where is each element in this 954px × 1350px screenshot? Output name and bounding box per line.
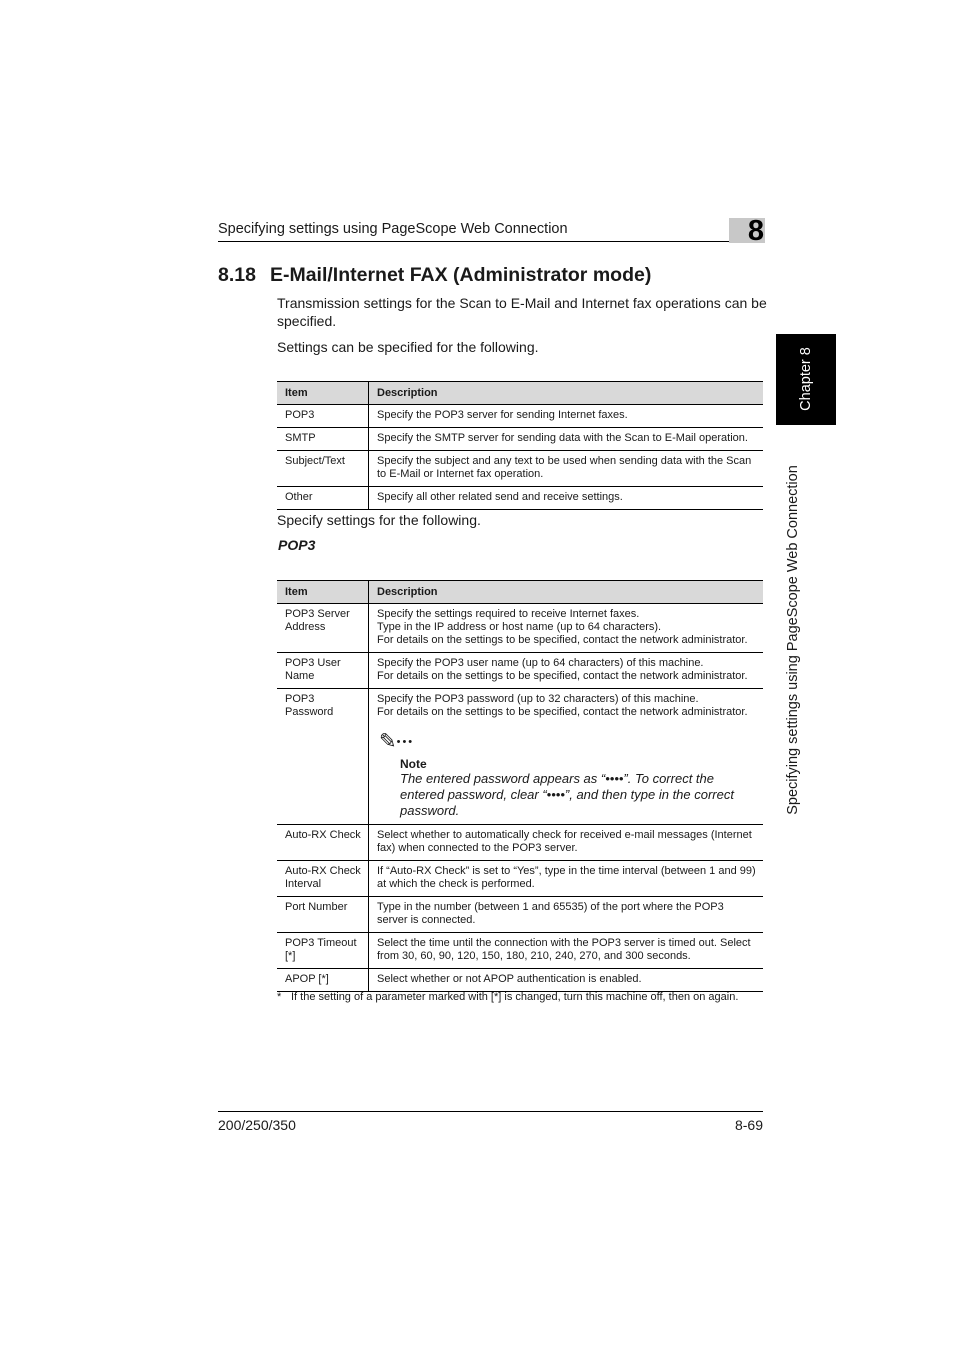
table-cell-item: SMTP xyxy=(277,428,369,451)
table-cell-item: POP3 xyxy=(277,405,369,428)
note-text: The entered password appears as “••••”. To correct the entered password, clear “••••”, and then type in the correct password. xyxy=(400,771,734,818)
chapter-side-tab xyxy=(776,334,836,425)
table-cell-item: Port Number xyxy=(277,897,369,933)
table-cell-description: Specify the settings required to receive Internet faxes. Type in the IP address or host name (up to 64 characters). For details on the settings to be specified, contact the network administrator. xyxy=(369,604,764,653)
table-header-row xyxy=(277,581,763,604)
page-footer xyxy=(218,1111,763,1133)
table-cell-item: Subject/Text xyxy=(277,451,369,487)
table-cell-description xyxy=(369,689,764,825)
side-section-title: Specifying settings using PageScope Web Connection xyxy=(785,465,801,815)
table-row xyxy=(277,653,763,689)
pop3-subheading: POP3 xyxy=(278,537,316,553)
note-label: Note xyxy=(400,757,427,771)
table-row xyxy=(277,405,763,428)
table-cell-item: POP3 User Name xyxy=(277,653,369,689)
table-cell-description: Select whether to automatically check for received e-mail messages (Internet fax) when connected to the POP3 server. xyxy=(369,825,764,861)
table-row xyxy=(277,428,763,451)
table-row xyxy=(277,897,763,933)
table-cell-description: Specify all other related send and receive settings. xyxy=(369,487,764,510)
table-row xyxy=(277,487,763,510)
table-cell-item: POP3 Password xyxy=(277,689,369,825)
table-cell-description: Specify the POP3 server for sending Internet faxes. xyxy=(369,405,764,428)
table-cell-item: APOP [*] xyxy=(277,969,369,992)
table-row xyxy=(277,969,763,992)
pop3-settings-table xyxy=(277,580,763,992)
chapter-number: 8 xyxy=(747,215,764,247)
table-cell-description: Select the time until the connection with the POP3 server is timed out. Select from 30, 60, 90, 120, 150, 180, 210, 240, 270, and 300 seconds. xyxy=(369,933,764,969)
table-cell-description: Specify the POP3 user name (up to 64 characters) of this machine. For details on the settings to be specified, contact the network administrator. xyxy=(369,653,764,689)
intro-paragraph: Transmission settings for the Scan to E-Mail and Internet fax operations can be specified. xyxy=(277,295,767,329)
table-row xyxy=(277,689,763,825)
table-cell-description: Select whether or not APOP authentication is enabled. xyxy=(369,969,764,992)
table-cell-item: POP3 Server Address xyxy=(277,604,369,653)
table-row xyxy=(277,825,763,861)
settings-lead-line: Specify settings for the following. xyxy=(277,512,481,528)
settings-overview-table xyxy=(277,381,763,510)
running-header xyxy=(218,219,763,242)
footer-page-number: 8-69 xyxy=(734,1117,763,1133)
table-row xyxy=(277,861,763,897)
intro-settings-line: Settings can be specified for the following. xyxy=(277,339,539,355)
footnote xyxy=(277,991,738,1003)
running-header-title: Specifying settings using PageScope Web Connection xyxy=(218,221,568,237)
footer-model: 200/250/350 xyxy=(218,1117,296,1133)
table-cell-item: Auto-RX Check Interval xyxy=(277,861,369,897)
chapter-number-box xyxy=(729,215,765,247)
table-cell-description: Specify the SMTP server for sending data with the Scan to E-Mail operation. xyxy=(369,428,764,451)
table-row xyxy=(277,933,763,969)
table-cell-item: POP3 Timeout [*] xyxy=(277,933,369,969)
table-cell-description: Type in the number (between 1 and 65535) of the port where the POP3 server is connected. xyxy=(369,897,764,933)
footnote-mark: * xyxy=(277,991,282,1003)
column-header-description: Description xyxy=(369,382,764,405)
table-header-row xyxy=(277,382,763,405)
chapter-side-tab-label: Chapter 8 xyxy=(798,347,814,411)
table-cell-description: Specify the subject and any text to be used when sending data with the Scan to E-Mail or Internet fax operation. xyxy=(369,451,764,487)
section-title: E-Mail/Internet FAX (Administrator mode) xyxy=(269,264,652,286)
column-header-description: Description xyxy=(369,581,764,604)
pencil-note-icon: ✎••• xyxy=(379,730,415,753)
table-cell-item: Other xyxy=(277,487,369,510)
footnote-text: If the setting of a parameter marked with [*] is changed, turn this machine off, then on again. xyxy=(291,991,739,1003)
table-row xyxy=(277,604,763,653)
section-number: 8.18 xyxy=(218,264,256,286)
section-heading xyxy=(218,264,651,287)
column-header-item: Item xyxy=(277,382,369,405)
table-cell-description: If “Auto-RX Check” is set to “Yes”, type in the time interval (between 1 and 99) at which the check is performed. xyxy=(369,861,764,897)
password-description-text: Specify the POP3 password (up to 32 characters) of this machine. For details on the settings to be specified, contact the network administrator. xyxy=(377,693,748,718)
table-cell-item: Auto-RX Check xyxy=(277,825,369,861)
table-row xyxy=(277,451,763,487)
column-header-item: Item xyxy=(277,581,369,604)
